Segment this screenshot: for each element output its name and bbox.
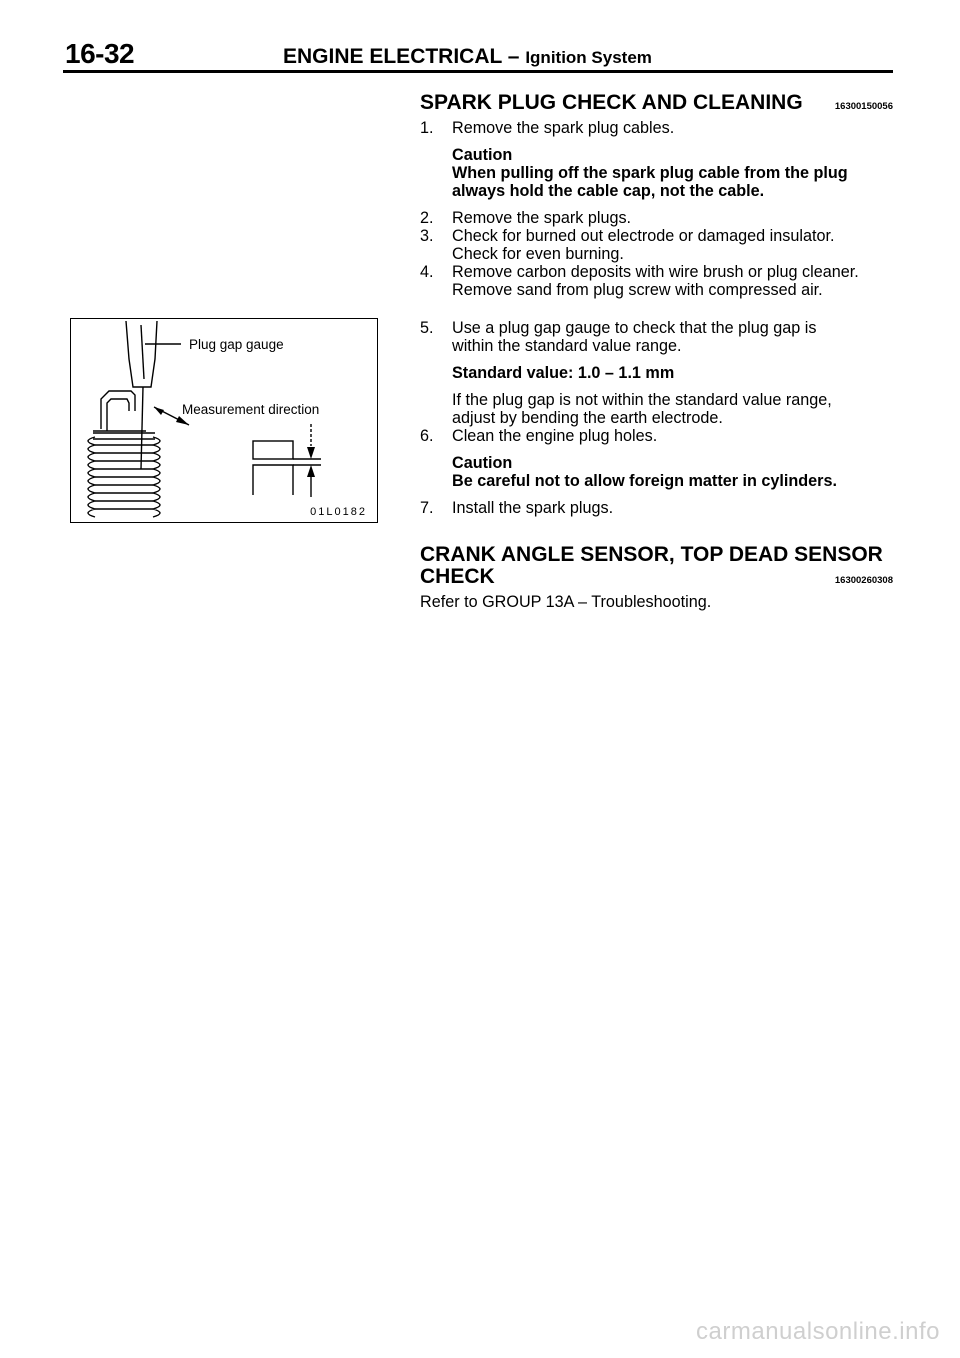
caution-label: Caution <box>452 454 513 472</box>
caution-label: Caution <box>452 146 513 164</box>
step-2: 2. Remove the spark plugs. <box>420 209 632 227</box>
step-5: 5. Use a plug gap gauge to check that the plug gap is within the standard value range. <box>420 319 817 355</box>
step-3: 3. Check for burned out electrode or damaged insulator. Check for even burning. <box>420 227 835 263</box>
step-4: 4. Remove carbon deposits with wire brush or plug cleaner. Remove sand from plug screw with compressed air. <box>420 263 859 299</box>
standard-value: Standard value: 1.0 – 1.1 mm <box>452 364 675 382</box>
section2-body <box>420 593 893 611</box>
caution-2: Caution Be careful not to allow foreign matter in cylinders. <box>420 454 893 490</box>
section1-title: SPARK PLUG CHECK AND CLEANING <box>420 91 803 114</box>
direction-label: Measurement direction <box>182 402 320 417</box>
section2-title-line2: CHECK <box>420 565 495 588</box>
section2-title-line1: CRANK ANGLE SENSOR, TOP DEAD SENSOR <box>420 543 883 566</box>
section1-body-b <box>420 319 893 517</box>
step-7: 7. Install the spark plugs. <box>420 499 614 517</box>
gauge-label: Plug gap gauge <box>189 337 284 352</box>
watermark: carmanualsonline.info <box>696 1318 940 1345</box>
page-title <box>283 45 652 69</box>
section2-heading <box>420 544 893 592</box>
caution-1: Caution When pulling off the spark plug cable from the plug always hold the cable cap, not the cable. <box>420 146 893 200</box>
section2-code: 16300260308 <box>834 575 893 586</box>
figure-code: 01L0182 <box>310 506 367 518</box>
section-subtitle: Ignition System <box>525 48 652 67</box>
chapter-title: ENGINE ELECTRICAL – <box>283 45 520 68</box>
header-rule <box>63 70 893 73</box>
section1-body-a <box>420 119 893 299</box>
section1-heading <box>420 92 893 117</box>
page-number: 16-32 <box>65 38 135 69</box>
section2-text: Refer to GROUP 13A – Troubleshooting. <box>420 593 712 611</box>
section1-code: 16300150056 <box>834 101 893 112</box>
step-6: 6. Clean the engine plug holes. <box>420 427 658 445</box>
spark-plug-gap-figure <box>70 318 378 523</box>
step-1: 1. Remove the spark plug cables. <box>420 119 675 137</box>
adjust-note: If the plug gap is not within the standard value range, adjust by bending the earth electrode. <box>452 391 832 427</box>
